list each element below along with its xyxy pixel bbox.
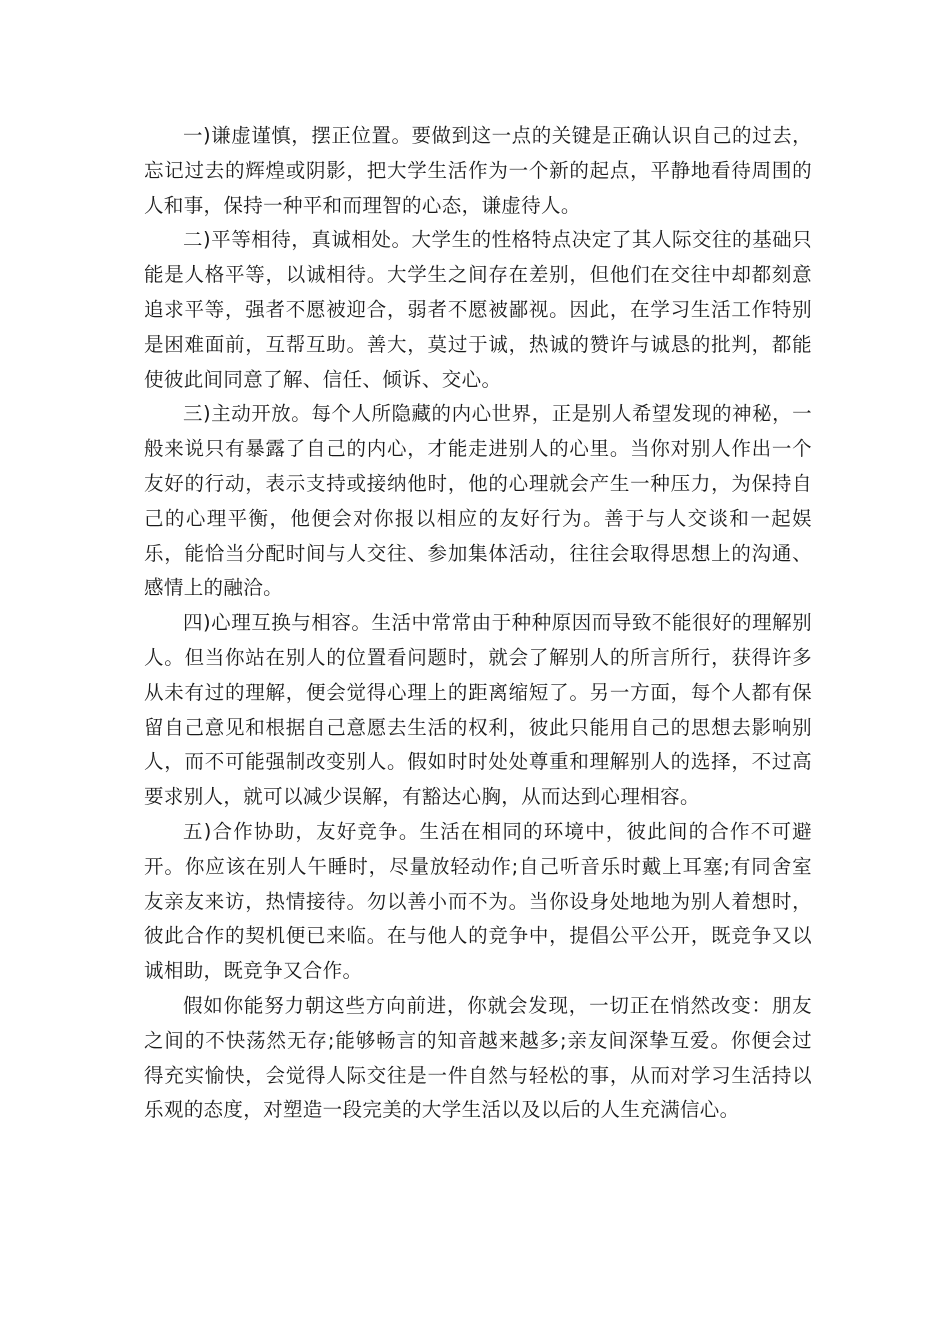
document-body: [144, 119, 812, 1128]
paragraph-humility: 一)谦虚谨慎，摆正位置。要做到这一点的关键是正确认识自己的过去，忘记过去的辉煌或阴影，把大学生活作为一个新的起点，平静地看待周围的人和事，保持一种平和而理智的心态，谦虚待人。: [144, 124, 812, 217]
paragraph-equality: 二)平等相待，真诚相处。大学生的性格特点决定了其人际交往的基础只能是人格平等，以诚相待。大学生之间存在差别，但他们在交往中却都刻意追求平等，强者不愿被迎合，弱者不愿被鄙视。因此，在学习生活工作特别是困难面前，互帮互助。善大，莫过于诚，热诚的赞许与诚恳的批判，都能使彼此间同意了解、信任、倾诉、交心。: [144, 228, 812, 391]
paragraph-cooperation: 五)合作协助，友好竞争。生活在相同的环境中，彼此间的合作不可避开。你应该在别人午睡时，尽量放轻动作;自己听音乐时戴上耳塞;有同舍室友亲友来访，热情接待。勿以善小而不为。当你设身处地地为别人着想时，彼此合作的契机便已来临。在与他人的竞争中，提倡公平公开，既竞争又以诚相助，既竞争又合作。: [144, 819, 812, 983]
paragraph-empathy: 四)心理互换与相容。生活中常常由于种种原因而导致不能很好的理解别人。但当你站在别人的位置看问题时，就会了解别人的所言所行，获得许多从未有过的理解，便会觉得心理上的距离缩短了。另一方面，每个人都有保留自己意见和根据自己意愿去生活的权利，彼此只能用自己的思想去影响别人，而不可能强制改变别人。假如时时处处尊重和理解别人的选择，不过高要求别人，就可以减少误解，有豁达心胸，从而达到心理相容。: [144, 611, 812, 809]
paragraph-conclusion: 假如你能努力朝这些方向前进，你就会发现，一切正在悄然改变：朋友之间的不快荡然无存;能够畅言的知音越来越多;亲友间深挚互爱。你便会过得充实愉快，会觉得人际交往是一件自然与轻松的事，从而对学习生活持以乐观的态度，对塑造一段完美的大学生活以及以后的人生充满信心。: [144, 993, 812, 1122]
paragraph-openness: 三)主动开放。每个人所隐藏的内心世界，正是别人希望发现的神秘，一般来说只有暴露了自己的内心，才能走进别人的心里。当你对别人作出一个友好的行动，表示支持或接纳他时，他的心理就会产生一种压力，为保持自己的心理平衡，他便会对你报以相应的友好行为。善于与人交谈和一起娱乐，能恰当分配时间与人交往、参加集体活动，往往会取得思想上的沟通、感情上的融洽。: [144, 402, 812, 600]
